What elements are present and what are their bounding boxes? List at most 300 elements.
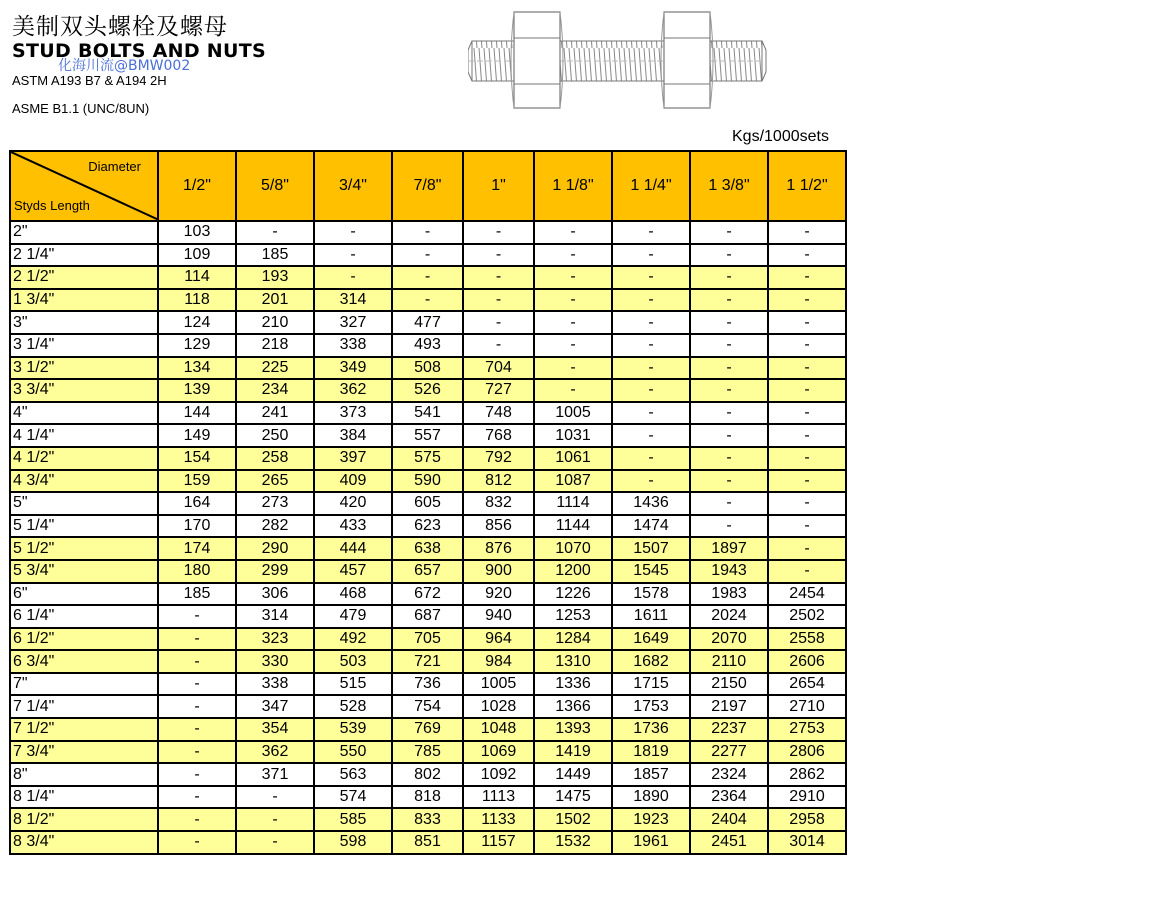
weight-cell: 409 [314,470,392,493]
weight-cell: - [392,266,463,289]
table-row [10,718,846,741]
weight-cell: - [768,537,846,560]
weight-cell: 1545 [612,560,690,583]
diameter-header: 1 1/4" [612,151,690,221]
table-row [10,379,846,402]
weight-cell: 314 [236,605,314,628]
length-cell: 5 1/2" [10,537,158,560]
weight-cell: 1031 [534,424,612,447]
weight-cell: - [768,379,846,402]
weight-cell: 180 [158,560,236,583]
weight-cell: - [158,741,236,764]
table-row [10,628,846,651]
weight-cell: - [768,357,846,380]
length-cell: 8 1/4" [10,786,158,809]
weight-cell: 1436 [612,492,690,515]
weight-cell: 876 [463,537,534,560]
weight-cell: 1611 [612,605,690,628]
length-cell: 7" [10,673,158,696]
weight-cell: 2958 [768,808,846,831]
weight-cell: 2710 [768,695,846,718]
weight-cell: - [612,424,690,447]
weight-cell: - [690,289,768,312]
weight-cell: - [690,470,768,493]
weight-cell: 2502 [768,605,846,628]
weight-cell: 2237 [690,718,768,741]
weight-cell: 3014 [768,831,846,854]
weight-cell: 528 [314,695,392,718]
weight-cell: 144 [158,402,236,425]
weight-cell: 785 [392,741,463,764]
weight-cell: 1393 [534,718,612,741]
weight-cell: 327 [314,311,392,334]
weight-cell: 492 [314,628,392,651]
weight-cell: 1133 [463,808,534,831]
weight-cell: 103 [158,221,236,244]
weight-cell: 1649 [612,628,690,651]
weight-cell: - [534,266,612,289]
table-row [10,289,846,312]
weight-cell: - [768,311,846,334]
weight-cell: - [158,763,236,786]
length-cell: 4 3/4" [10,470,158,493]
weight-cell: 134 [158,357,236,380]
weight-table [9,150,847,855]
length-cell: 5" [10,492,158,515]
weight-cell: 444 [314,537,392,560]
stud-bolt-illustration [468,8,768,112]
weight-cell: 2197 [690,695,768,718]
weight-cell: 185 [236,244,314,267]
weight-cell: 1897 [690,537,768,560]
weight-cell: - [158,808,236,831]
weight-cell: - [612,402,690,425]
weight-cell: - [690,492,768,515]
weight-cell: 792 [463,447,534,470]
weight-cell: - [534,289,612,312]
weight-cell: 493 [392,334,463,357]
length-cell: 4 1/2" [10,447,158,470]
weight-cell: 477 [392,311,463,334]
weight-cell: 1474 [612,515,690,538]
diameter-header: 1 1/8" [534,151,612,221]
length-cell: 8 1/2" [10,808,158,831]
weight-cell: 1961 [612,831,690,854]
diameter-header: 1 1/2" [768,151,846,221]
weight-cell: - [392,244,463,267]
weight-cell: 940 [463,605,534,628]
weight-cell: 2654 [768,673,846,696]
weight-cell: 2150 [690,673,768,696]
weight-cell: 129 [158,334,236,357]
weight-cell: - [612,470,690,493]
weight-cell: 241 [236,402,314,425]
weight-cell: 185 [158,583,236,606]
weight-cell: 1061 [534,447,612,470]
weight-cell: 371 [236,763,314,786]
weight-cell: - [768,221,846,244]
weight-cell: - [534,311,612,334]
weight-cell: 330 [236,650,314,673]
weight-cell: - [690,244,768,267]
weight-cell: - [236,786,314,809]
length-cell: 2" [10,221,158,244]
page-title-english: STUD BOLTS AND NUTS [12,40,266,62]
weight-cell: 1736 [612,718,690,741]
weight-cell: - [392,221,463,244]
weight-cell: 299 [236,560,314,583]
weight-cell: 900 [463,560,534,583]
table-row [10,583,846,606]
thread-standard: ASME B1.1 (UNC/8UN) [12,101,150,116]
weight-cell: - [768,244,846,267]
weight-cell: 1310 [534,650,612,673]
weight-cell: - [158,628,236,651]
weight-cell: 234 [236,379,314,402]
left-nut [511,12,563,108]
weight-cell: - [612,379,690,402]
table-row [10,402,846,425]
weight-cell: - [534,221,612,244]
table-row [10,470,846,493]
weight-cell: 721 [392,650,463,673]
weight-cell: 468 [314,583,392,606]
weight-cell: - [690,357,768,380]
weight-cell: 1092 [463,763,534,786]
weight-cell: 1070 [534,537,612,560]
weight-cell: 1336 [534,673,612,696]
weight-cell: - [158,650,236,673]
watermark-text: 化海川流@BMW002 [58,58,191,74]
weight-cell: 1284 [534,628,612,651]
length-cell: 4" [10,402,158,425]
weight-cell: - [768,266,846,289]
weight-cell: 574 [314,786,392,809]
weight-cell: 526 [392,379,463,402]
weight-cell: - [690,447,768,470]
table-row [10,311,846,334]
table-row [10,515,846,538]
weight-cell: - [314,266,392,289]
table-row [10,786,846,809]
weight-cell: 2364 [690,786,768,809]
length-cell: 2 1/2" [10,266,158,289]
weight-cell: 2404 [690,808,768,831]
weight-cell: - [612,334,690,357]
length-cell: 8 3/4" [10,831,158,854]
weight-cell: 1923 [612,808,690,831]
length-cell: 6" [10,583,158,606]
weight-cell: 354 [236,718,314,741]
weight-cell: 373 [314,402,392,425]
weight-cell: 2862 [768,763,846,786]
weight-cell: 1200 [534,560,612,583]
page-title-chinese: 美制双头螺栓及螺母 [12,14,228,40]
weight-cell: 282 [236,515,314,538]
length-cell: 3 1/4" [10,334,158,357]
length-cell: 3 3/4" [10,379,158,402]
weight-cell: 433 [314,515,392,538]
weight-cell: - [768,447,846,470]
table-row [10,244,846,267]
weight-cell: 2753 [768,718,846,741]
weight-cell: 575 [392,447,463,470]
weight-cell: - [690,334,768,357]
weight-cell: 420 [314,492,392,515]
weight-cell: 856 [463,515,534,538]
weight-cell: - [463,289,534,312]
weight-cell: 109 [158,244,236,267]
weight-cell: 1087 [534,470,612,493]
weight-cell: 1226 [534,583,612,606]
weight-cell: - [534,379,612,402]
weight-cell: 515 [314,673,392,696]
weight-cell: - [612,357,690,380]
table-row [10,695,846,718]
weight-cell: 1983 [690,583,768,606]
weight-cell: 1366 [534,695,612,718]
weight-cell: 164 [158,492,236,515]
weight-cell: 2910 [768,786,846,809]
table-row [10,424,846,447]
weight-cell: - [158,831,236,854]
weight-cell: - [690,221,768,244]
weight-cell: 114 [158,266,236,289]
table-row [10,605,846,628]
weight-cell: - [768,492,846,515]
weight-cell: 832 [463,492,534,515]
weight-cell: 1005 [463,673,534,696]
weight-cell: 306 [236,583,314,606]
diameter-header: 1/2" [158,151,236,221]
weight-cell: - [158,718,236,741]
weight-cell: 1578 [612,583,690,606]
weight-cell: 1253 [534,605,612,628]
weight-cell: 984 [463,650,534,673]
weight-cell: - [314,244,392,267]
weight-cell: - [236,221,314,244]
weight-cell: 2454 [768,583,846,606]
weight-cell: 397 [314,447,392,470]
weight-cell: 1157 [463,831,534,854]
weight-cell: 2324 [690,763,768,786]
weight-cell: 201 [236,289,314,312]
length-cell: 6 3/4" [10,650,158,673]
weight-cell: - [690,266,768,289]
table-row [10,831,846,854]
weight-cell: - [314,221,392,244]
weight-cell: - [768,334,846,357]
weight-cell: - [690,311,768,334]
weight-cell: 769 [392,718,463,741]
diameter-header: 1" [463,151,534,221]
weight-cell: - [463,221,534,244]
weight-cell: - [612,311,690,334]
weight-cell: 193 [236,266,314,289]
length-cell: 7 1/4" [10,695,158,718]
weight-cell: 818 [392,786,463,809]
table-row [10,741,846,764]
weight-cell: - [690,424,768,447]
diameter-label: Diameter [88,159,141,174]
weight-cell: 1753 [612,695,690,718]
weight-cell: 258 [236,447,314,470]
diameter-header: 5/8" [236,151,314,221]
weight-cell: 149 [158,424,236,447]
diameter-header: 7/8" [392,151,463,221]
weight-cell: - [768,402,846,425]
weight-cell: 590 [392,470,463,493]
weight-cell: 1890 [612,786,690,809]
weight-cell: 1943 [690,560,768,583]
weight-cell: - [463,244,534,267]
weight-cell: 457 [314,560,392,583]
weight-cell: 1857 [612,763,690,786]
weight-cell: 338 [236,673,314,696]
weight-cell: 250 [236,424,314,447]
weight-cell: 2277 [690,741,768,764]
table-row [10,447,846,470]
length-cell: 1 3/4" [10,289,158,312]
length-cell: 6 1/4" [10,605,158,628]
weight-cell: - [768,470,846,493]
unit-label: Kgs/1000sets [732,128,829,145]
weight-cell: 2110 [690,650,768,673]
table-row [10,560,846,583]
weight-cell: - [392,289,463,312]
weight-cell: 687 [392,605,463,628]
table-row [10,492,846,515]
weight-cell: 347 [236,695,314,718]
weight-cell: 920 [463,583,534,606]
weight-cell: - [158,695,236,718]
table-row [10,537,846,560]
weight-cell: - [236,808,314,831]
length-cell: 7 3/4" [10,741,158,764]
weight-cell: - [534,334,612,357]
weight-cell: 508 [392,357,463,380]
weight-cell: 139 [158,379,236,402]
weight-cell: 672 [392,583,463,606]
weight-cell: 290 [236,537,314,560]
weight-cell: - [158,673,236,696]
weight-cell: 1028 [463,695,534,718]
weight-cell: 1819 [612,741,690,764]
weight-cell: - [768,515,846,538]
right-nut [661,12,713,108]
weight-cell: 2070 [690,628,768,651]
weight-cell: 768 [463,424,534,447]
weight-cell: 2024 [690,605,768,628]
weight-cell: - [612,447,690,470]
table-row [10,808,846,831]
weight-cell: - [236,831,314,854]
weight-cell: 210 [236,311,314,334]
weight-cell: 539 [314,718,392,741]
weight-cell: - [690,515,768,538]
weight-cell: 851 [392,831,463,854]
weight-cell: - [612,266,690,289]
weight-cell: 225 [236,357,314,380]
length-cell: 2 1/4" [10,244,158,267]
length-cell: 8" [10,763,158,786]
table-row [10,650,846,673]
weight-cell: 585 [314,808,392,831]
weight-cell: 704 [463,357,534,380]
length-cell: 6 1/2" [10,628,158,651]
weight-cell: 1069 [463,741,534,764]
table-row [10,673,846,696]
weight-cell: - [463,266,534,289]
weight-cell: 736 [392,673,463,696]
weight-cell: - [463,311,534,334]
diameter-header: 1 3/8" [690,151,768,221]
length-cell: 3" [10,311,158,334]
weight-cell: - [612,244,690,267]
weight-cell: - [768,560,846,583]
weight-cell: 1114 [534,492,612,515]
weight-cell: 605 [392,492,463,515]
weight-cell: 802 [392,763,463,786]
weight-cell: 1419 [534,741,612,764]
weight-cell: 623 [392,515,463,538]
weight-cell: 265 [236,470,314,493]
weight-cell: 550 [314,741,392,764]
weight-cell: 154 [158,447,236,470]
weight-cell: 1449 [534,763,612,786]
weight-cell: - [534,244,612,267]
weight-cell: - [612,289,690,312]
table-row [10,763,846,786]
weight-cell: 657 [392,560,463,583]
weight-cell: 705 [392,628,463,651]
weight-cell: 479 [314,605,392,628]
weight-cell: 273 [236,492,314,515]
weight-cell: 812 [463,470,534,493]
weight-cell: 748 [463,402,534,425]
weight-cell: 1682 [612,650,690,673]
weight-cell: 638 [392,537,463,560]
weight-cell: 2558 [768,628,846,651]
table-row [10,221,846,244]
material-standard: ASTM A193 B7 & A194 2H [12,73,167,88]
weight-cell: 349 [314,357,392,380]
weight-cell: 118 [158,289,236,312]
weight-cell: 159 [158,470,236,493]
weight-cell: - [690,402,768,425]
weight-cell: 1507 [612,537,690,560]
weight-cell: 503 [314,650,392,673]
weight-cell: 362 [236,741,314,764]
weight-cell: 557 [392,424,463,447]
weight-cell: - [612,221,690,244]
weight-cell: 1113 [463,786,534,809]
weight-cell: 170 [158,515,236,538]
weight-cell: 727 [463,379,534,402]
corner-header [10,151,158,221]
diameter-header: 3/4" [314,151,392,221]
weight-cell: 2606 [768,650,846,673]
weight-cell: 314 [314,289,392,312]
weight-cell: 598 [314,831,392,854]
weight-cell: - [768,424,846,447]
weight-cell: - [158,605,236,628]
weight-cell: 563 [314,763,392,786]
weight-cell: 124 [158,311,236,334]
weight-cell: - [690,379,768,402]
weight-cell: - [534,357,612,380]
weight-cell: 833 [392,808,463,831]
